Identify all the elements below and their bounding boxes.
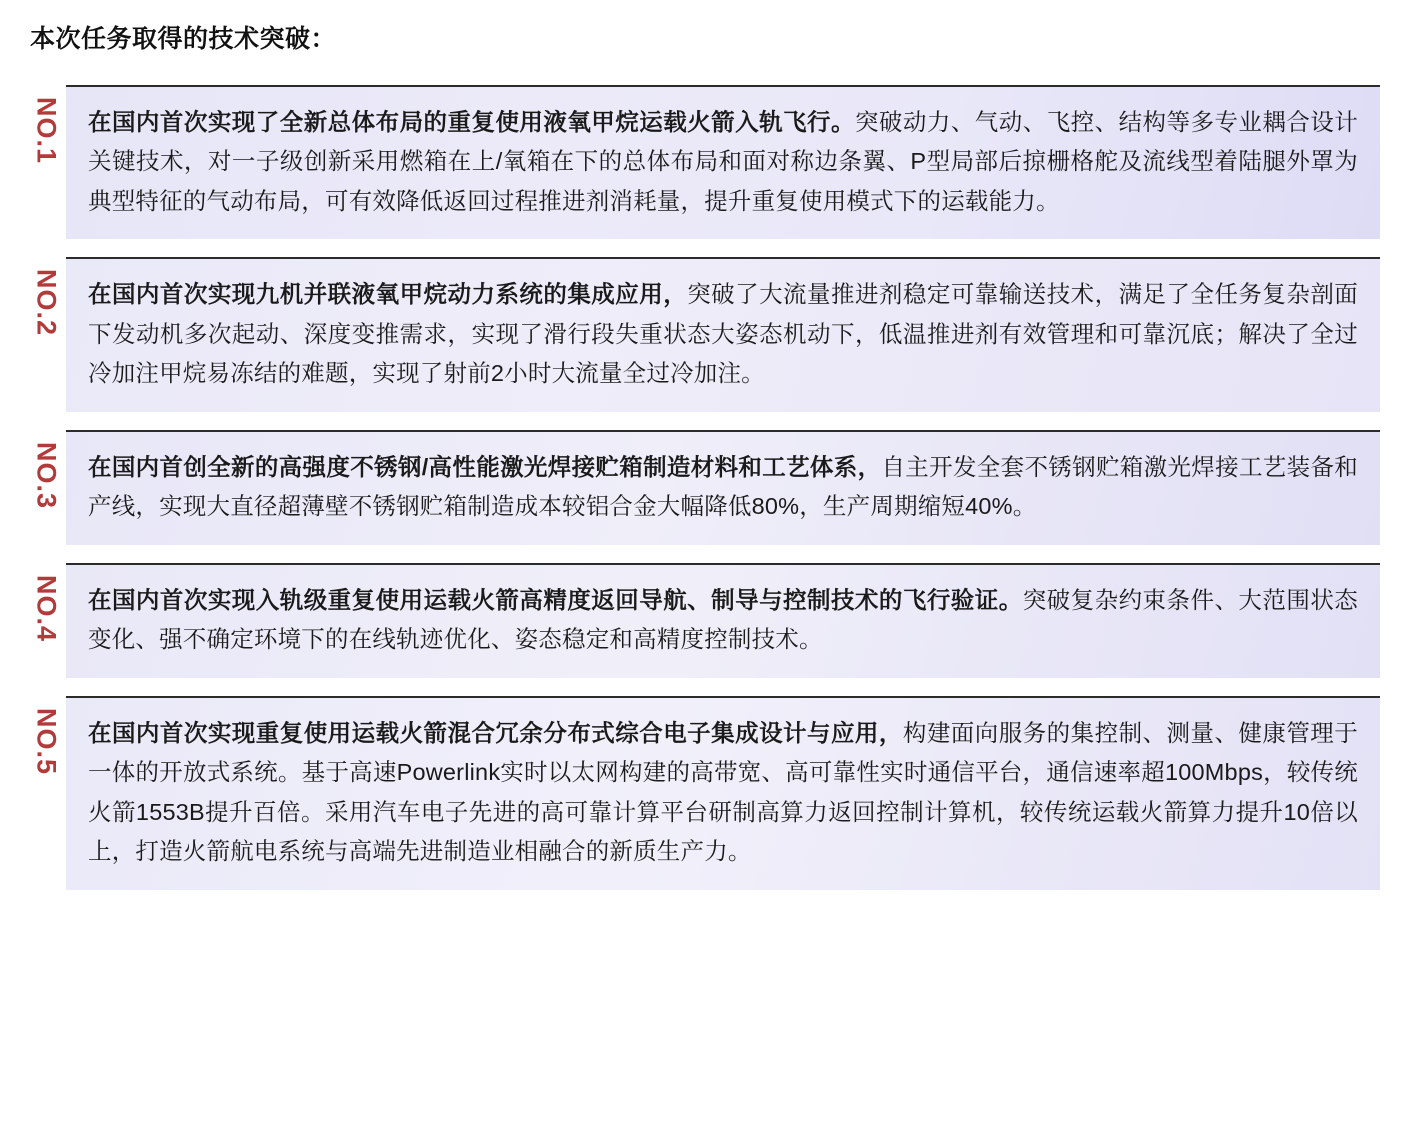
item-number (26, 430, 66, 545)
breakthrough-list (26, 85, 1380, 890)
item-number-label: NO.5 (31, 707, 62, 775)
item-number (26, 257, 66, 411)
item-lead-text: 在国内首次实现了全新总体布局的重复使用液氧甲烷运载火箭入轨飞行。 (88, 109, 855, 135)
item-lead-text: 在国内首创全新的高强度不锈钢/高性能激光焊接贮箱制造材料和工艺体系， (88, 453, 882, 480)
item-number-label: NO.1 (31, 97, 62, 165)
item-text (66, 430, 1380, 545)
item-rest-text: 突破了大流量推进剂稳定可靠输送技术，满足了全任务复杂剖面下发动机多次起动、深度变推需求，实现了滑行段失重状态大姿态机动下，低温推进剂有效管理和可靠沉底；解决了全过冷加注甲烷易冻结的难题，实现了射前2小时大流量全过冷加注。 (88, 281, 1358, 387)
list-item (26, 696, 1380, 890)
list-item (26, 257, 1380, 411)
item-rest-text: 突破复杂约束条件、大范围状态变化、强不确定环境下的在线轨迹优化、姿态稳定和高精度控制技术。 (88, 586, 1358, 653)
item-lead-text: 在国内首次实现入轨级重复使用运载火箭高精度返回导航、制导与控制技术的飞行验证。 (88, 586, 1023, 613)
item-text (66, 257, 1380, 411)
item-lead-text: 在国内首次实现重复使用运载火箭混合冗余分布式综合电子集成设计与应用， (88, 719, 903, 746)
item-rest-text: 突破动力、气动、飞控、结构等多专业耦合设计关键技术，对一子级创新采用燃箱在上/氧箱在下的总体布局和面对称边条翼、P型局部后掠栅格舵及流线型着陆腿外罩为典型特征的气动布局，可有效降低返回过程推进剂消耗量，提升重复使用模式下的运载能力。 (88, 109, 1358, 214)
page-title: 本次任务取得的技术突破： (30, 25, 337, 53)
item-rest-text: 构建面向服务的集控制、测量、健康管理于一体的开放式系统。基于高速Powerlink实时以太网构建的高带宽、高可靠性实时通信平台，通信速率超100Mbps，较传统火箭1553B提升百倍。采用汽车电子先进的高可靠计算平台研制高算力返回控制计算机，较传统运载火箭算力提升10倍以上，打造火箭航电系统与高端先进制造业相融合的新质生产力。 (88, 719, 1358, 865)
item-lead-text: 在国内首次实现九机并联液氧甲烷动力系统的集成应用， (88, 281, 688, 308)
list-item (26, 563, 1380, 678)
item-text (66, 696, 1380, 890)
item-number (26, 563, 66, 678)
list-item (26, 430, 1380, 545)
item-text (66, 563, 1380, 678)
item-number-label: NO.3 (31, 441, 62, 509)
item-number (26, 85, 66, 239)
item-text (66, 85, 1380, 239)
item-rest-text: 自主开发全套不锈钢贮箱激光焊接工艺装备和产线，实现大直径超薄壁不锈钢贮箱制造成本较铝合金大幅降低80%，生产周期缩短40%。 (88, 453, 1359, 520)
item-number (26, 696, 66, 890)
item-number-label: NO.2 (31, 269, 62, 337)
item-number-label: NO.4 (31, 574, 62, 642)
list-item (26, 85, 1380, 239)
